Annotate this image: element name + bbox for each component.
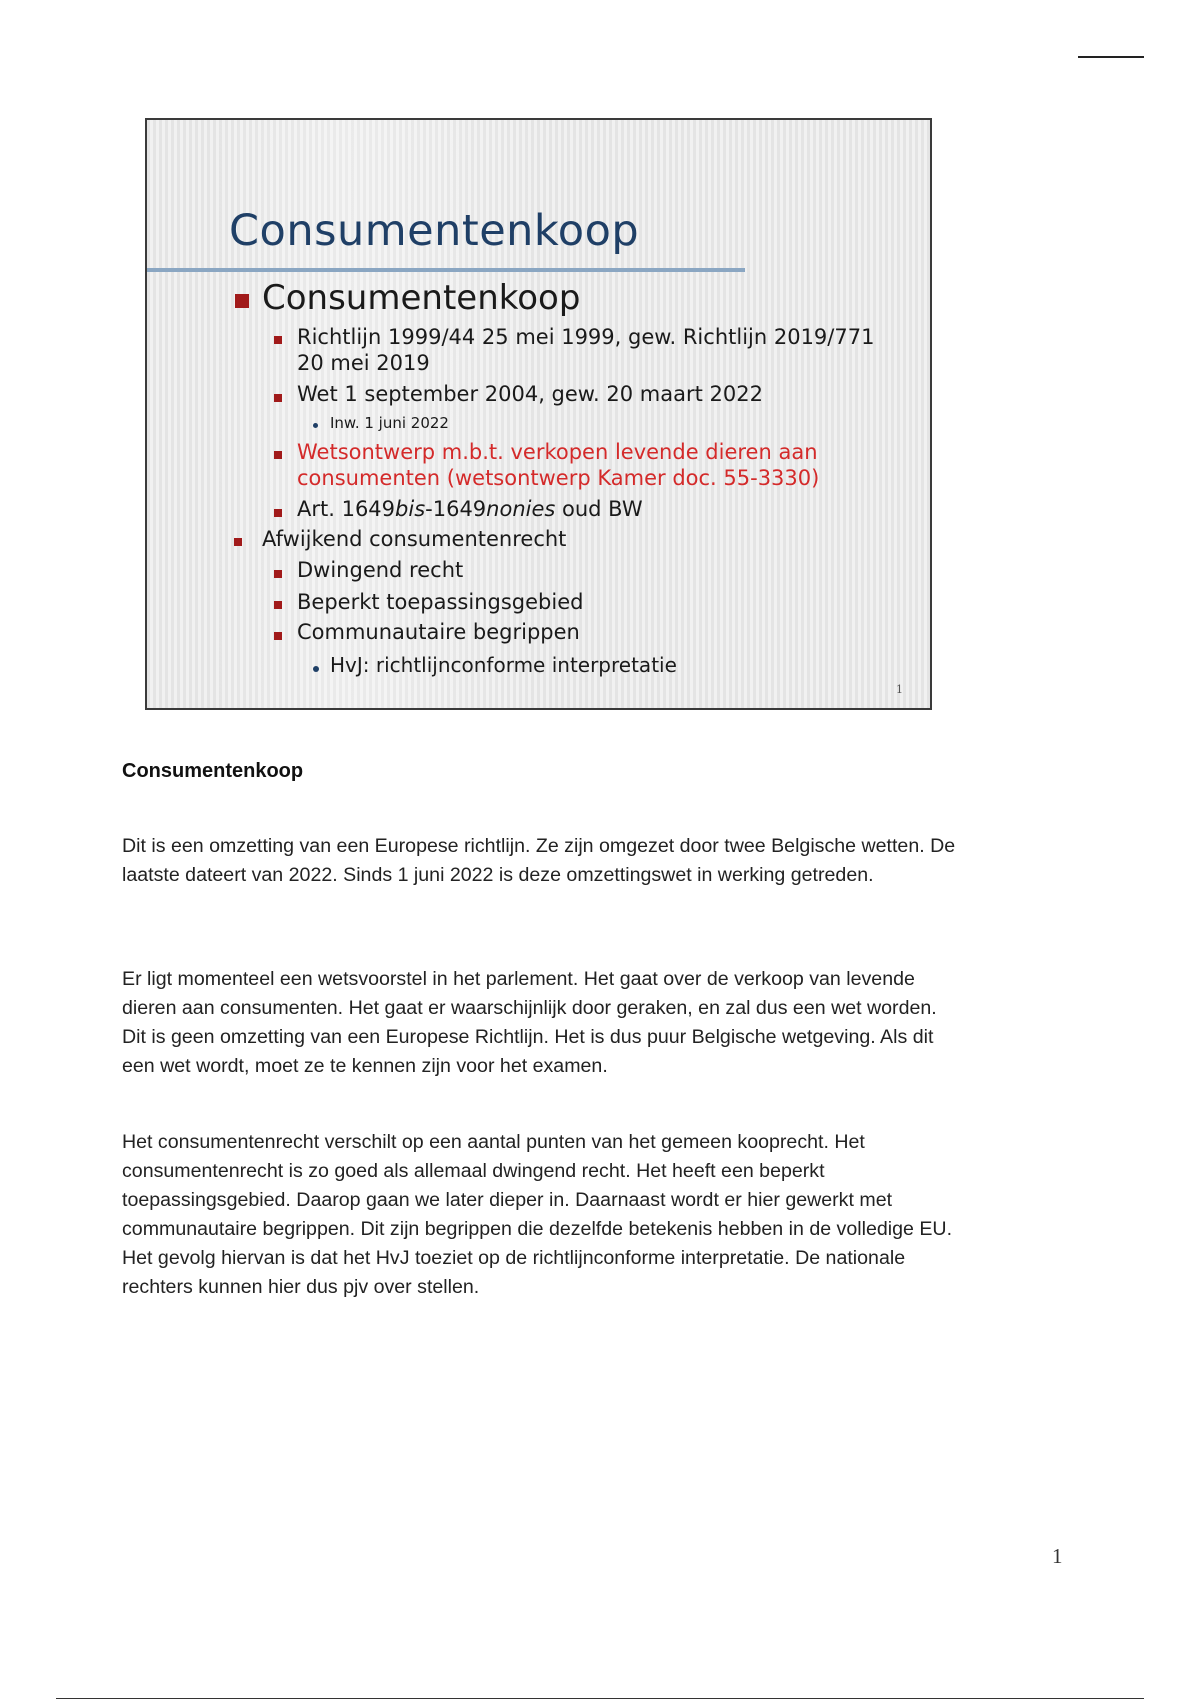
bullet-dot-icon xyxy=(313,666,319,672)
sub-wet: Wet 1 september 2004, gew. 20 maart 2022 xyxy=(297,382,763,406)
sub-wet-inw: Inw. 1 juni 2022 xyxy=(330,414,449,432)
bullet-square-icon xyxy=(274,570,282,578)
sub-wetsontwerp xyxy=(297,439,819,491)
page-number: 1 xyxy=(1052,1544,1063,1568)
bullet-square-icon xyxy=(274,601,282,609)
bullet-afwijkend: Afwijkend consumentenrecht xyxy=(262,527,567,551)
footer-rule xyxy=(56,1698,1144,1699)
bullet-square-icon xyxy=(274,394,282,402)
bullet-square-icon xyxy=(235,294,249,308)
document-heading: Consumentenkoop xyxy=(122,760,304,782)
bullet-square-icon xyxy=(274,451,282,459)
slide-title: Consumentenkoop xyxy=(229,206,640,256)
bullet-dot-icon xyxy=(313,423,318,428)
paragraph: Dit is een omzetting van een Europese richtlijn. Ze zijn omgezet door twee Belgische wetten. De laatste dateert van 2022. Sinds 1 juni 2022 is deze omzettingswet in werking getreden. xyxy=(122,835,956,886)
slide xyxy=(145,118,932,710)
sub-beperkt: Beperkt toepassingsgebied xyxy=(297,590,584,614)
sub-richtlijn-line2: 20 mei 2019 xyxy=(297,351,430,375)
title-underline xyxy=(147,268,745,272)
bullet-square-icon xyxy=(234,538,242,546)
sub-art-prefix: Art. 1649 xyxy=(297,497,396,521)
header-rule xyxy=(1078,56,1144,58)
paragraph: Er ligt momenteel een wetsvoorstel in het parlement. Het gaat over de verkoop van levende dieren aan consumenten. Het gaat er waarschijnlijk door geraken, en zal dus een wet worden. Dit is geen omzetting van een Europese Richtlijn. Het is dus puur Belgische wetgeving. Als dit een wet wordt, moet ze te kennen zijn voor het examen. xyxy=(122,968,937,1077)
bullet-square-icon xyxy=(274,632,282,640)
sub-hvj: HvJ: richtlijnconforme interpretatie xyxy=(330,653,677,677)
sub-communautair: Communautaire begrippen xyxy=(297,620,580,644)
paragraph: Het consumentenrecht verschilt op een aantal punten van het gemeen kooprecht. Het consumentenrecht is zo goed als allemaal dwingend recht. Het heeft een beperkt toepassingsgebied. Daarop gaan we later dieper in. Daarnaast wordt er hier gewerkt met communautaire begrippen. Dit zijn begrippen die dezelfde betekenis hebben in de volledige EU. Het gevolg hiervan is dat het HvJ toeziet op de richtlijnconforme interpretatie. De nationale rechters kunnen hier dus pjv over stellen. xyxy=(122,1131,953,1298)
sub-richtlijn xyxy=(297,324,874,376)
bullet-square-icon xyxy=(274,509,282,517)
sub-art-mid: -1649 xyxy=(425,497,487,521)
sub-richtlijn-line1: Richtlijn 1999/44 25 mei 1999, gew. Richtlijn 2019/771 xyxy=(297,325,875,349)
sub-dwingend: Dwingend recht xyxy=(297,558,464,582)
sub-art-suffix: oud BW xyxy=(555,497,643,521)
sub-art xyxy=(297,497,643,521)
slide-number: 1 xyxy=(896,683,903,696)
sub-art-nonies: nonies xyxy=(486,497,556,521)
sub-art-bis: bis xyxy=(395,497,426,521)
sub-wetsontwerp-line1: Wetsontwerp m.b.t. verkopen levende dieren aan xyxy=(297,440,818,464)
sub-wetsontwerp-line2: consumenten (wetsontwerp Kamer doc. 55-3330) xyxy=(297,466,820,490)
bullet-square-icon xyxy=(274,336,282,344)
bullet-main: Consumentenkoop xyxy=(262,278,581,318)
